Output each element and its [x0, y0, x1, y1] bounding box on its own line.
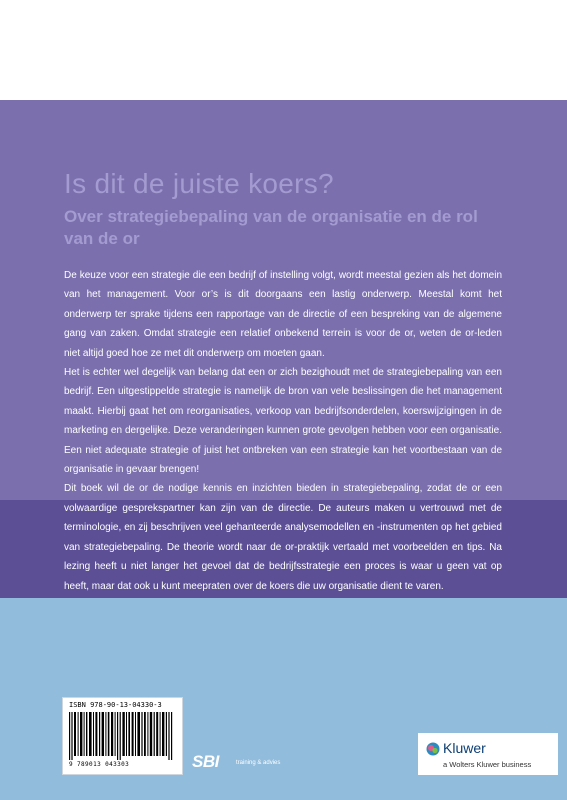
sbi-tagline: training & advies	[236, 760, 281, 766]
back-cover-blurb	[64, 266, 502, 596]
kluwer-globe-icon	[426, 742, 440, 756]
barcode-label	[62, 697, 183, 775]
kluwer-tagline: a Wolters Kluwer business	[443, 760, 532, 769]
sbi-logo: SBI	[192, 752, 219, 771]
isbn-text: ISBN 978-90-13-04330-3	[69, 701, 162, 709]
blurb-paragraph: De keuze voor een strategie die een bedrijf of instelling volgt, wordt meestal gezien als het domein van het management. Voor or’s is dit doorgaans een lastig onderwerp. Meestal komt het onderwerp ter sprake tijdens een rapportage van de directie of een bespreking van de algemene gang van zaken. Omdat strategie een relatief onbekend terrein is voor de or, weten de or-leden niet altijd goed hoe ze met dit onderwerp om moeten gaan.	[64, 270, 502, 359]
blurb-paragraph: Dit boek wil de or de nodige kennis en inzichten bieden in strategiebepaling, zodat de or een volwaardige gesprekspartner kan zijn van de directie. De auteurs maken u vertrouwd met de terminologie, en zij beschrijven veel gehanteerde analysemodellen en -instrumenten op het gebied van strategiebepaling. De theorie wordt naar de or-praktijk vertaald met voorbeelden en tips. Na lezing heeft u niet langer het gevoel dat de bedrijfsstrategie een proces is waar u geen vat op heeft, maar dat ook u kunt meepraten over de koers die uw organisatie dient te varen.	[64, 483, 502, 592]
kluwer-logo	[418, 733, 558, 775]
book-title: Is dit de juiste koers?	[64, 168, 334, 199]
book-subtitle: Over strategiebepaling van de organisatie en de rol van de or	[64, 207, 478, 248]
blurb-paragraph: Het is echter wel degelijk van belang dat een or zich bezighoudt met de strategiebepaling van een bedrijf. Een uitgestippelde strategie is namelijk de bron van vele beslissingen die het management maakt. Hierbij gaat het om reorganisaties, verkoop van bedrijfsonderdelen, koerswijzigingen in de marketing en dergelijke. Deze veranderingen kunnen grote gevolgen hebben voor een organisatie. Een niet adequate strategie of juist het ontbreken van een strategie kan het voortbestaan van de organisatie in gevaar brengen!	[64, 367, 502, 476]
barcode-icon	[69, 712, 175, 760]
barcode-digits: 9 789013 043303	[69, 761, 130, 768]
kluwer-name: Kluwer	[443, 740, 486, 756]
top-white-band	[0, 0, 567, 100]
